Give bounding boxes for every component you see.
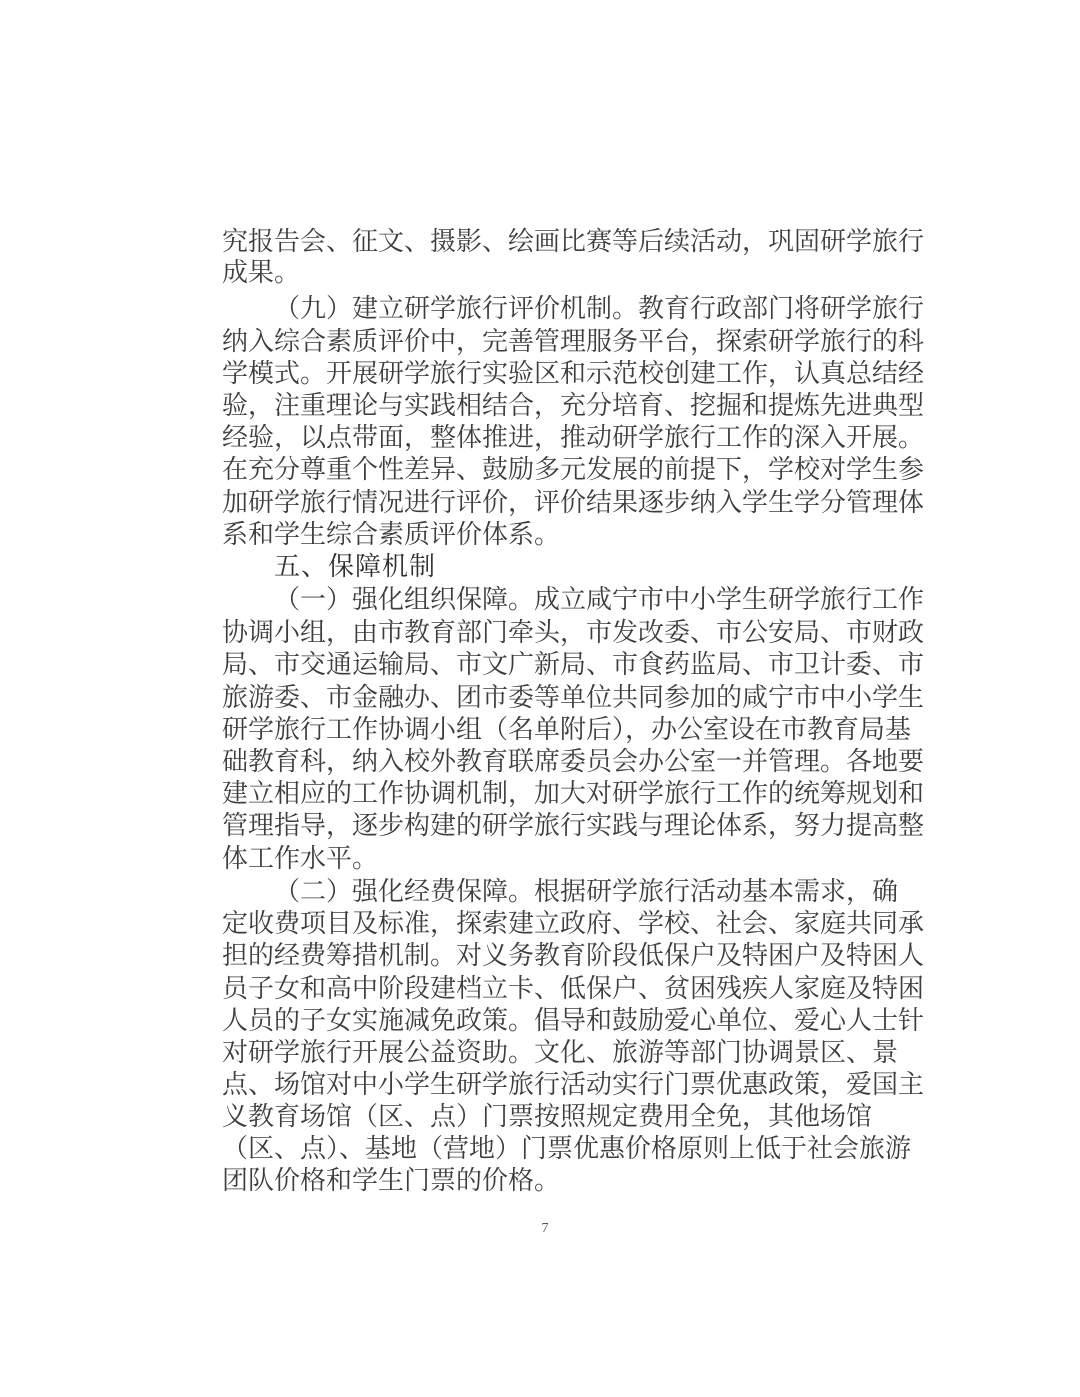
- paragraph-line: 义教育场馆（区、点）门票按照规定费用全免，其他场馆: [222, 1102, 873, 1132]
- paragraph-line: 协调小组，由市教育部门牵头，市发改委、市公安局、市财政: [222, 618, 925, 648]
- paragraph-line: 体工作水平。: [222, 844, 379, 874]
- paragraph-line: 管理指导，逐步构建的研学旅行实践与理论体系，努力提高整: [222, 811, 925, 841]
- paragraph-line: 定收费项目及标准，探索建立政府、学校、社会、家庭共同承: [222, 909, 925, 939]
- paragraph-line: 人员的子女实施减免政策。倡导和鼓励爱心单位、爱心人士针: [222, 1006, 925, 1036]
- paragraph-line: 纳入综合素质评价中，完善管理服务平台，探索研学旅行的科: [222, 327, 925, 357]
- section-heading: 五、保障机制: [274, 552, 437, 582]
- paragraph-line: 经验，以点带面，整体推进，推动研学旅行工作的深入开展。: [222, 423, 925, 453]
- paragraph-line: 成果。: [222, 258, 301, 288]
- paragraph-line: 础教育科，纳入校外教育联席委员会办公室一并管理。各地要: [222, 747, 925, 777]
- paragraph-line: 旅游委、市金融办、团市委等单位共同参加的咸宁市中小学生: [222, 683, 925, 713]
- paragraph-line: 加研学旅行情况进行评价，评价结果逐步纳入学生学分管理体: [222, 488, 925, 518]
- paragraph-line: 在充分尊重个性差异、鼓励多元发展的前提下，学校对学生参: [222, 455, 925, 485]
- paragraph-line: 局、市交通运输局、市文广新局、市食药监局、市卫计委、市: [222, 650, 925, 680]
- paragraph-line: （二）强化经费保障。根据研学旅行活动基本需求，确: [274, 877, 899, 907]
- paragraph-line: 对研学旅行开展公益资助。文化、旅游等部门协调景区、景: [222, 1038, 899, 1068]
- paragraph-line: （九）建立研学旅行评价机制。教育行政部门将研学旅行: [274, 294, 925, 324]
- paragraph-line: 究报告会、征文、摄影、绘画比赛等后续活动，巩固研学旅行: [222, 227, 925, 257]
- paragraph-line: 学模式。开展研学旅行实验区和示范校创建工作，认真总结经: [222, 359, 925, 389]
- paragraph-line: 系和学生综合素质评价体系。: [222, 520, 561, 550]
- paragraph-line: （区、点）、基地（营地）门票优惠价格原则上低于社会旅游: [222, 1134, 912, 1164]
- paragraph-line: 点、场馆对中小学生研学旅行活动实行门票优惠政策，爱国主: [222, 1070, 925, 1100]
- paragraph-line: 员子女和高中阶段建档立卡、低保户、贫困残疾人家庭及特困: [222, 974, 925, 1004]
- paragraph-line: 团队价格和学生门票的价格。: [222, 1166, 561, 1196]
- paragraph-line: 研学旅行工作协调小组（名单附后），办公室设在市教育局基: [222, 715, 912, 745]
- paragraph-line: （一）强化组织保障。成立咸宁市中小学生研学旅行工作: [274, 585, 925, 615]
- paragraph-line: 建立相应的工作协调机制，加大对研学旅行工作的统筹规划和: [222, 779, 925, 809]
- paragraph-line: 担的经费筹措机制。对义务教育阶段低保户及特困户及特困人: [222, 941, 925, 971]
- page-number: 7: [541, 1221, 549, 1236]
- paragraph-line: 验，注重理论与实践相结合，充分培育、挖掘和提炼先进典型: [222, 391, 925, 421]
